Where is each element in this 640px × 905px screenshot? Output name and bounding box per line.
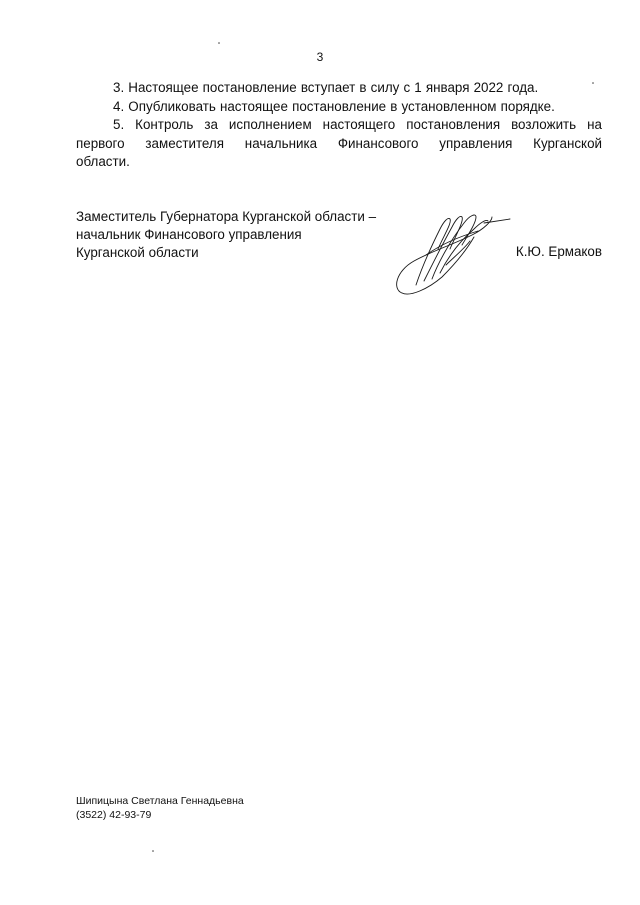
signatory-position [76, 208, 376, 262]
handwritten-signature [388, 205, 518, 305]
paragraph-5-end: области. [76, 154, 130, 169]
paragraph-3: 3. Настоящее постановление вступает в силу с 1 января 2022 года. [113, 80, 539, 95]
executor-name: Шипицына Светлана Геннадьевна [76, 795, 244, 807]
signatory-position-line: Курганской области [76, 245, 199, 260]
executor-info [76, 794, 244, 822]
scan-speck [152, 850, 154, 852]
page-number: 3 [316, 50, 324, 64]
document-body [76, 79, 602, 172]
scan-speck [592, 82, 594, 84]
paragraph-5: 5. Контроль за исполнением настоящего постановления возложить на первого заместителя начальника Финансового управления Курганской [76, 117, 602, 151]
signatory-name: К.Ю. Ермаков [515, 244, 602, 259]
signatory-position-line: начальник Финансового управления [76, 227, 302, 242]
executor-phone: (3522) 42-93-79 [76, 809, 152, 821]
paragraph-4: 4. Опубликовать настоящее постановление в установленном порядке. [113, 98, 555, 114]
signatory-position-line: Заместитель Губернатора Курганской области – [76, 209, 377, 224]
scan-speck [218, 42, 220, 44]
